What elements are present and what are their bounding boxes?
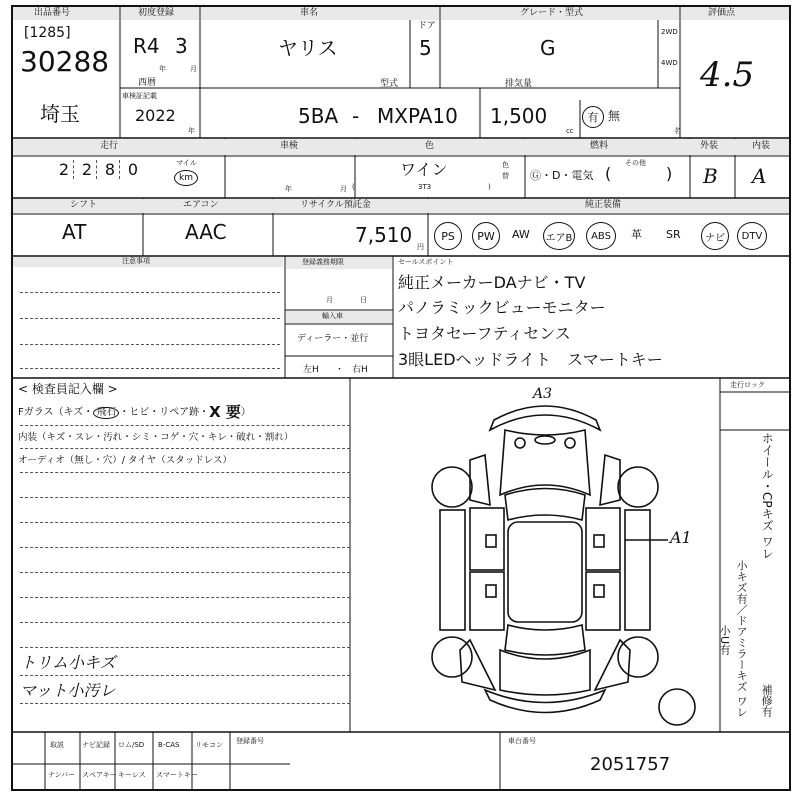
lot-code: [1285] [24,25,71,41]
damage-mark-top: A3 [533,386,553,402]
dealer-parallel: ディーラー・並行 [297,334,369,344]
inspector-title: < 検査員記入欄 > [18,382,118,396]
color-paren-open: ( [352,183,355,191]
chassis-number: 2051757 [590,754,671,775]
notes-line [20,318,280,319]
fglass-close: ） [240,406,251,418]
registration-label: 登録義務期限 [302,258,344,266]
present-text: 有 [587,111,599,124]
color-label: 色 [425,141,435,151]
inspector-line [20,497,350,498]
inspector-line [20,622,350,623]
notes-line [20,344,280,345]
inspector-line [20,675,350,676]
score-label: 評価点 [708,8,736,18]
area: 埼玉 [40,102,80,126]
interior-label: 内装 [752,141,771,151]
wheel-cp-note: ホイール・CPキズ ワレ [760,432,775,560]
absent-text: 無 [608,109,621,123]
footer-remote: リモコン [195,741,223,749]
right-hand: 右H [352,365,368,375]
inspection-month-unit: 月 [340,185,347,193]
fuel-other-label: その他 [625,159,646,167]
fuel-options: Ⓖ・D・電気 [530,169,594,182]
exterior-label: 外装 [700,141,719,151]
fglass-mark: X 要 [209,403,241,421]
equip-ps [434,222,462,250]
registration-month: 月 [326,296,333,304]
inspector-line [20,425,350,426]
interior-line: 内装（キズ・スレ・汚れ・シミ・コゲ・穴・キレ・破れ・割れ） [18,432,294,443]
left-hand: 左H [303,365,319,375]
aircon-label: エアコン [183,200,219,210]
footer-navi-disc: ナビ記録 [82,741,110,749]
lot-number: 30288 [20,45,110,78]
recycle-label: リサイクル預託金 [300,200,371,210]
equip-sr: SR [666,228,681,241]
car-name: ヤリス [278,36,338,60]
nen-unit: 年 [159,65,166,73]
footer-spare-key: スペアキー [82,771,117,779]
registration-day: 日 [360,296,367,304]
door-mirror-note: 小キズ有／ドアミラーキズ ワレ [735,560,749,718]
drive-2wd: 2WD [661,28,678,36]
mileage-digits [55,160,142,179]
footer-bcas: B-CAS [158,741,180,749]
equip-dtv [737,222,767,250]
western-year: 2022 [135,106,176,125]
equipment-label: 純正装備 [585,200,622,210]
inspector-line [20,522,350,523]
audio-tyre-line: オーディオ（無し・穴）/ タイヤ（スタッドレス） [18,455,232,466]
inspector-line [20,597,350,598]
inspector-line [20,572,350,573]
fuel-paren-close: ) [666,164,673,183]
color-value: ワイン [400,160,448,179]
fuel-label: 燃料 [590,141,609,151]
color-paren-close: ) [488,183,491,191]
right-col-label: 走行ロック [730,381,765,389]
notes-label: 注意事項 [122,257,150,265]
damage-mark-right: A1 [670,528,692,547]
unit-km: km [179,173,193,183]
mileage-digit: 8 [101,160,120,179]
unit-km-circle [174,170,198,186]
equip-leather: 革 [631,228,642,241]
aircon-value: AAC [185,220,227,244]
inspector-line [20,703,350,704]
first-reg-label: 初度登録 [138,8,175,18]
inspector-line [20,448,350,449]
footer-docs: 取説 [50,741,64,749]
mileage-digit: 2 [55,160,74,179]
displacement-label: 排気量 [505,79,533,89]
equip-label: ABS [591,230,611,242]
sales-points-label: セールスポイント [398,258,454,266]
equip-navi [701,222,729,250]
fglass-line [18,405,251,420]
color-code: 3T3 [418,183,432,191]
equip-label: エアB [545,232,573,244]
shift-label: シフト [70,200,98,210]
grade-label: グレード・型式 [520,8,584,18]
import-label: 輸入車 [322,312,343,320]
present-circle [582,106,604,128]
inspection-year-unit: 年 [285,185,292,193]
grade: G [540,36,556,60]
score-value: 4.5 [700,55,755,95]
small-u-note: 小U有 [718,625,732,656]
mileage-digit: 2 [78,160,97,179]
notes-line [20,292,280,293]
fuel-paren-open: ( [605,164,612,183]
inspection-label: 車検 [280,141,299,151]
tsuki-unit: 月 [190,65,197,73]
model-prefix: 5BA [298,104,339,128]
era-year: R4 [133,34,160,58]
exhibit-no-label: 出品番号 [34,8,71,18]
interior-grade: A [752,164,767,188]
handwritten-note-trim: トリム小キズ [20,653,116,672]
repair-note: 補修有 [760,684,774,717]
chassis-label: 車台番号 [508,737,536,745]
fglass-circled: 飛石 [93,407,119,419]
recycle-value: 7,510 [355,223,413,247]
drive-4wd: 4WD [661,59,678,67]
displacement: 1,500 [490,104,548,128]
inspection-cert-label: 車検証記載 [122,92,157,100]
footer-keyless: キーレス [118,771,146,779]
reg-no-label: 登録番号 [236,737,264,745]
equip-aw: AW [512,228,530,241]
mileage-digit: 0 [127,160,139,179]
equip-label: PW [477,229,495,243]
equip-label: PS [441,229,455,243]
exterior-grade: B [703,164,718,188]
recycle-unit: 円 [417,243,424,251]
model-code: MXPA10 [377,104,458,128]
inspector-line [20,547,350,548]
nen-unit-2: 年 [188,127,195,135]
equip-label: DTV [741,230,763,242]
doors: 5 [419,36,432,60]
cc-unit: cc [566,127,574,135]
fglass-prefix: Fガラス（キズ・ [18,406,94,418]
footer-smart-key: スマートキー [156,771,198,779]
month: 3 [175,34,188,58]
footer-number: ナンバー [48,771,76,779]
inspector-line [20,472,350,473]
notes-line [20,368,280,369]
shift-value: AT [62,220,87,244]
fglass-suffix: ・ヒビ・リペア跡・ [119,406,210,418]
unit-mile: マイル [176,159,197,167]
hand-separator: ・ [335,365,345,375]
western-label: 西暦 [138,78,157,88]
name-unit: 名 [674,127,681,135]
equip-label: ナビ [705,232,725,244]
model-label: 型式 [380,79,399,89]
sales-point-line: 純正メーカーDAナビ・TV [398,273,586,292]
equip-pw [472,222,500,250]
sales-point-line: トヨタセーフティセンス [398,324,571,343]
car-name-label: 車名 [300,8,319,18]
equip-airbag [543,222,575,250]
model-dash: - [352,104,360,128]
footer-rom-sd: ロム/SD [118,741,145,749]
doors-label: ドア [418,21,436,31]
sales-point-line: パノラミックビューモニター [398,298,606,317]
sales-point-line: 3眼LEDヘッドライト スマートキー [398,350,663,369]
handwritten-note-mat: マット小汚レ [20,681,116,700]
color-change-label: 色替 [502,161,509,180]
equip-abs [586,222,616,250]
mileage-label: 走行 [100,141,119,151]
inspector-line [20,647,350,648]
